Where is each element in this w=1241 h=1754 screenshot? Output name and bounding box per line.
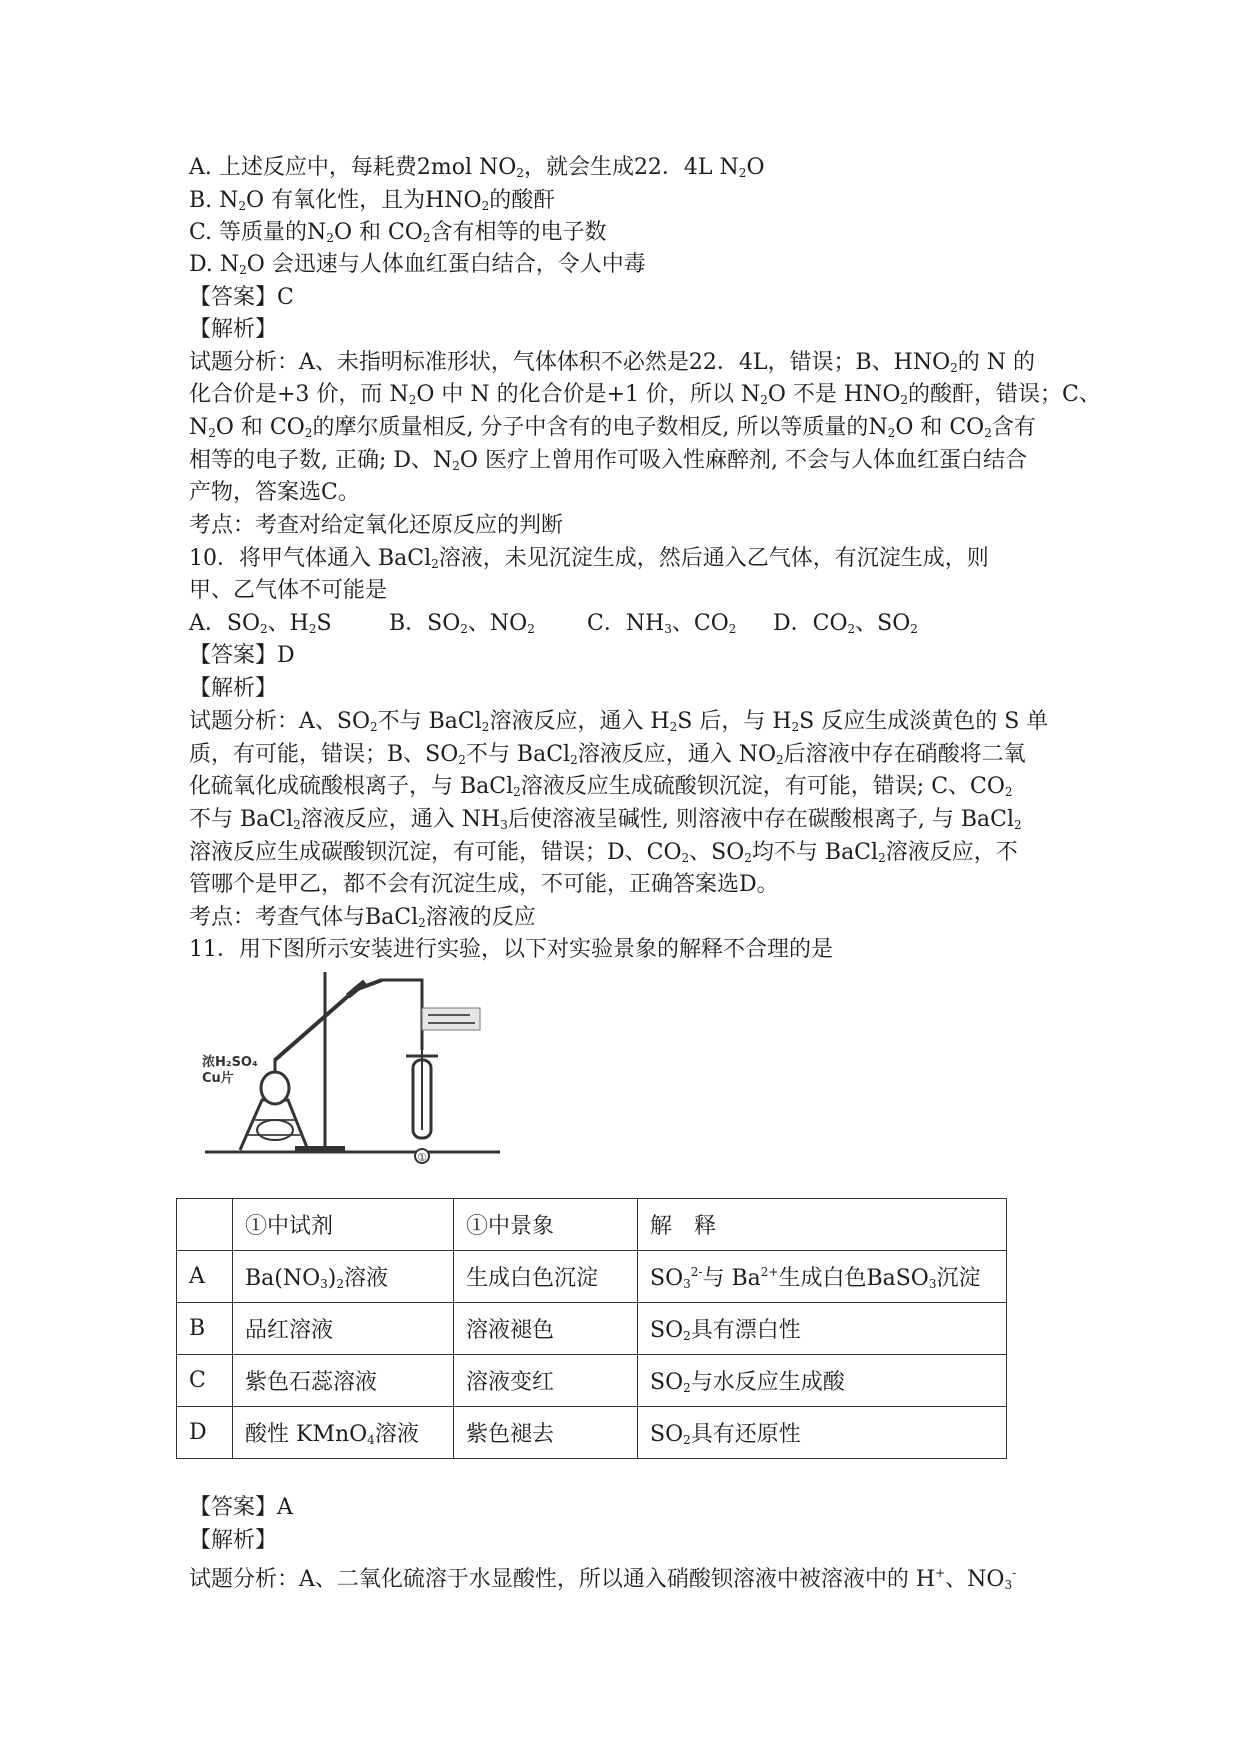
row-explain: $SO_3^{2-}$与 $Ba^{2+}$生成白色BaSO$_3$沉淀 [638,1251,1007,1303]
row-reagent: $Ba(NO_3)_2$溶液 [233,1251,454,1303]
q10-answer: 【答案】D [189,643,295,668]
q11-analysis-label: 【解析】 [189,1528,278,1553]
row-explain: $SO_2$具有还原性 [638,1407,1007,1459]
apparatus-figure [200,970,520,1170]
q10-kaodian: 考点：考查气体与BaCl$_2$溶液的反应 [189,905,536,930]
cotton-label-box [422,1008,480,1030]
tube-marker-label: ① [417,1151,427,1164]
table-header-cell: 解 释 [638,1199,1007,1251]
table-header-cell [177,1199,233,1251]
q9-analysis-label: 【解析】 [189,317,278,342]
table-row [177,1251,1007,1303]
row-key: D [177,1407,233,1459]
q9-analysis-line: $N_2O$ 和 $CO_2$的摩尔质量相反, 分子中含有的电子数相反, 所以等质量的$N_2O$ 和 $CO_2$含有 [189,415,1036,440]
q9-analysis-line: 产物，答案选C。 [189,480,360,505]
q9-option-b: B. $N_2O$ 有氧化性，且为$HNO_2$的酸酐 [189,188,556,213]
table-header-row [177,1199,1007,1251]
q9-kaodian: 考点：考查对给定氧化还原反应的判断 [189,513,564,538]
stand-base [295,1146,345,1152]
table-row [177,1303,1007,1355]
burner-mesh [248,1120,302,1135]
row-phenomenon: 紫色褪去 [454,1407,638,1459]
q10-analysis-label: 【解析】 [189,676,278,701]
q10-stem: 10．将甲气体通入 BaCl$_2$溶液，未见沉淀生成，然后通入乙气体，有沉淀生成，则 [189,546,989,571]
q10-analysis-line: 试题分析：A、$SO_2$不与 BaCl$_2$溶液反应，通入 $H_2S$ 后，与 $H_2S$ 反应生成淡黄色的 S 单 [189,709,1049,734]
row-explain: $SO_2$具有漂白性 [638,1303,1007,1355]
table-row [177,1407,1007,1459]
q10-stem: 甲、乙气体不可能是 [189,578,388,603]
q10-option-d: D．$CO_2$、$SO_2$ [773,611,918,636]
q10-analysis-line: 质，有可能，错误；B、$SO_2$不与 BaCl$_2$溶液反应，通入 $NO_2$后溶液中存在硝酸将二氧 [189,742,1026,767]
row-explain: $SO_2$与水反应生成酸 [638,1355,1007,1407]
q10-analysis-line: 不与 BaCl$_2$溶液反应，通入 $NH_3$后使溶液呈碱性, 则溶液中存在碳酸根离子, 与 BaCl$_2$ [189,807,1022,832]
delivery-tube [275,980,382,1060]
cu-label: Cu片 [202,1071,234,1086]
q9-analysis-line: 试题分析：A、未指明标准形状，气体体积不必然是22．4L，错误；B、$HNO_2$的 N 的 [189,350,1036,375]
q9-analysis-line: 相等的电子数, 正确; D、$N_2O$ 医疗上曾用作可吸入性麻醉剂, 不会与人体血红蛋白结合 [189,448,1027,473]
table-header-cell: ①中试剂 [233,1199,454,1251]
reagent-table [176,1198,1007,1459]
tripod [240,1100,308,1150]
acid-label: 浓H₂SO₄ [202,1055,258,1070]
row-phenomenon: 溶液变红 [454,1355,638,1407]
row-reagent: 酸性 KMnO$_4$溶液 [233,1407,454,1459]
q9-option-a: A. 上述反应中，每耗费2mol $NO_2$，就会生成22．4L $N_2O$ [189,155,765,180]
q11-analysis-line: 试题分析：A、二氧化硫溶于水显酸性，所以通入硝酸钡溶液中被溶液中的 H+、$NO_3^-$ [189,1566,1017,1592]
q10-option-c: C．$NH_3$、$CO_2$ [587,611,737,636]
q11-answer: 【答案】A [189,1495,293,1520]
row-phenomenon: 生成白色沉淀 [454,1251,638,1303]
burner [257,1120,293,1140]
row-reagent: 紫色石蕊溶液 [233,1355,454,1407]
q10-analysis-line: 溶液反应生成碳酸钡沉淀，有可能，错误；D、$CO_2$、$SO_2$均不与 BaCl$_2$溶液反应，不 [189,840,1018,865]
row-key: A [177,1251,233,1303]
row-key: C [177,1355,233,1407]
q11-stem: 11．用下图所示安装进行实验，以下对实验景象的解释不合理的是 [189,937,833,962]
row-reagent: 品红溶液 [233,1303,454,1355]
q9-option-c: C. 等质量的$N_2O$ 和 $CO_2$含有相等的电子数 [189,220,607,245]
q9-option-d: D. $N_2O$ 会迅速与人体血红蛋白结合，令人中毒 [189,252,646,277]
q10-analysis-line: 化硫氧化成硫酸根离子，与 BaCl$_2$溶液反应生成硫酸钡沉淀，有可能，错误; C、$CO_2$ [189,774,1013,799]
q9-answer: 【答案】C [189,285,294,310]
table-header-cell: ①中景象 [454,1199,638,1251]
table-row [177,1355,1007,1407]
tube-to-test-tube [382,980,422,1050]
q10-option-a: A．$SO_2$、$H_2S$ [189,611,332,636]
flask [261,1072,289,1104]
q9-analysis-line: 化合价是+3 价，而 $N_2O$ 中 N 的化合价是+1 价，所以 $N_2O$ 不是 $HNO_2$的酸酐，错误；C、 [189,382,1101,407]
row-key: B [177,1303,233,1355]
row-phenomenon: 溶液褪色 [454,1303,638,1355]
q10-analysis-line: 管哪个是甲乙，都不会有沉淀生成，不可能，正确答案选D。 [189,872,779,897]
q10-option-b: B．$SO_2$、$NO_2$ [389,611,535,636]
